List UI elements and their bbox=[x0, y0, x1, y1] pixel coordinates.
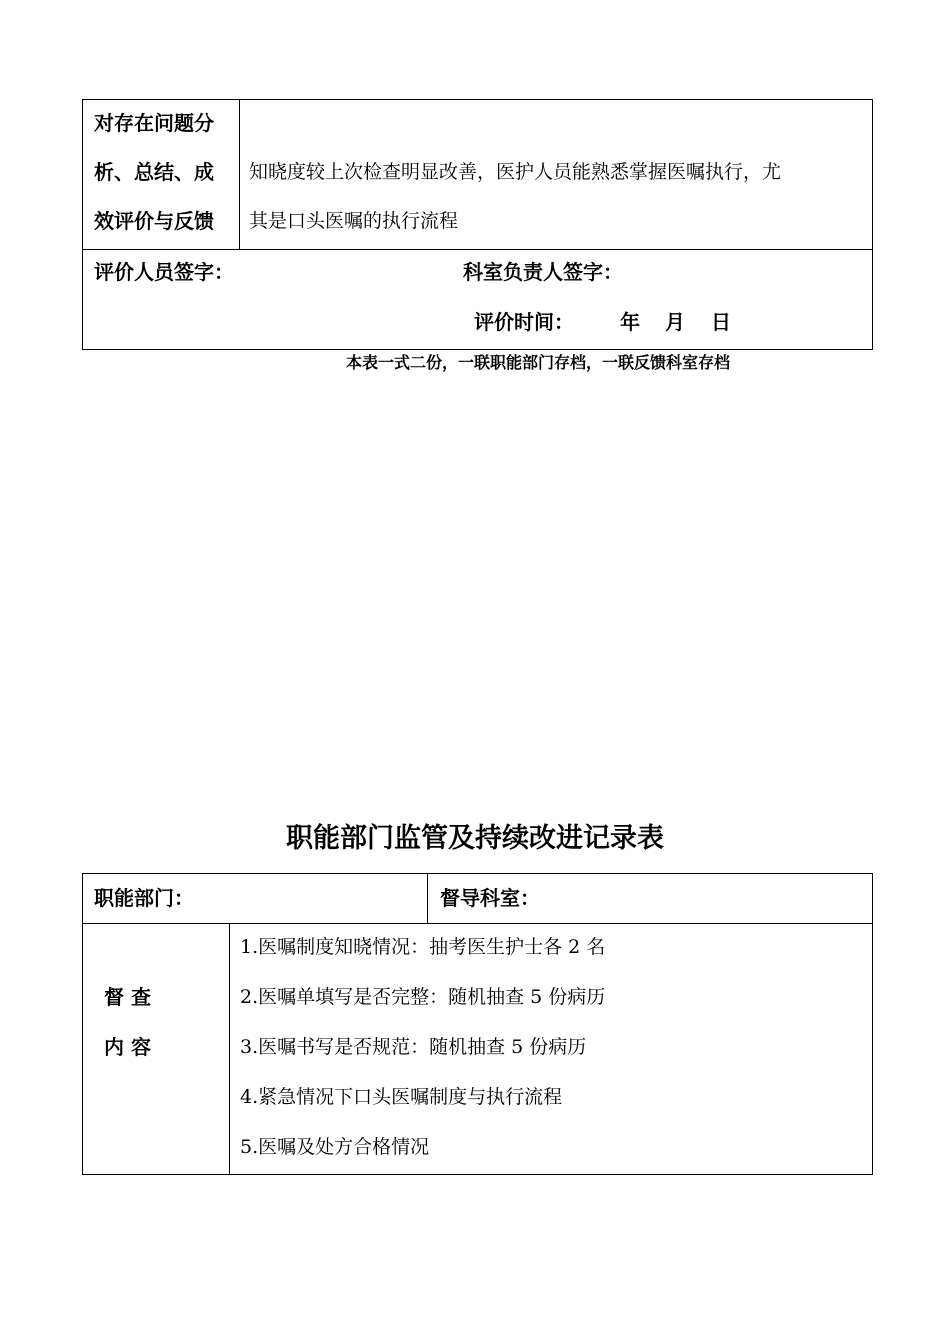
inspection-item: 5.医嘱及处方合格情况 bbox=[240, 1136, 430, 1158]
functional-dept-label: 职能部门： bbox=[94, 886, 194, 910]
form-title: 职能部门监管及持续改进记录表 bbox=[286, 823, 664, 854]
form-footnote: 本表一式二份，一联职能部门存档，一联反馈科室存档 bbox=[346, 353, 731, 372]
inspection-content-label-line-1: 督 查 bbox=[104, 985, 151, 1009]
record-table-body-divider bbox=[229, 923, 230, 1175]
evaluation-content-line-1: 知晓度较上次检查明显改善，医护人员能熟悉掌握医嘱执行，尤 bbox=[249, 161, 782, 183]
evaluation-month-label: 月 bbox=[665, 310, 685, 334]
problem-analysis-label-line-3: 效评价与反馈 bbox=[94, 209, 214, 233]
inspection-content-label-line-2: 内 容 bbox=[104, 1035, 151, 1059]
evaluation-day-label: 日 bbox=[711, 310, 731, 334]
record-table bbox=[82, 873, 873, 1175]
record-table-header-divider bbox=[427, 873, 428, 923]
problem-analysis-label-line-2: 析、总结、成 bbox=[94, 160, 214, 184]
inspection-item: 2.医嘱单填写是否完整：随机抽查 5 份病历 bbox=[240, 986, 606, 1008]
dept-head-signature-label: 科室负责人签字： bbox=[463, 260, 623, 284]
evaluation-table-column-divider bbox=[239, 99, 240, 249]
inspection-item: 3.医嘱书写是否规范：随机抽查 5 份病历 bbox=[240, 1036, 587, 1058]
inspection-item: 1.医嘱制度知晓情况：抽考医生护士各 2 名 bbox=[240, 936, 606, 958]
evaluation-time-label: 评价时间： bbox=[474, 310, 574, 334]
evaluation-content-line-2: 其是口头医嘱的执行流程 bbox=[249, 210, 459, 232]
evaluation-table-row-divider bbox=[82, 249, 873, 250]
evaluator-signature-label: 评价人员签字： bbox=[94, 260, 234, 284]
inspection-item: 4.紧急情况下口头医嘱制度与执行流程 bbox=[240, 1086, 563, 1108]
evaluation-year-label: 年 bbox=[620, 310, 640, 334]
problem-analysis-label-line-1: 对存在问题分 bbox=[94, 111, 214, 135]
record-table-row-divider bbox=[82, 923, 873, 924]
supervised-dept-label: 督导科室： bbox=[440, 886, 540, 910]
